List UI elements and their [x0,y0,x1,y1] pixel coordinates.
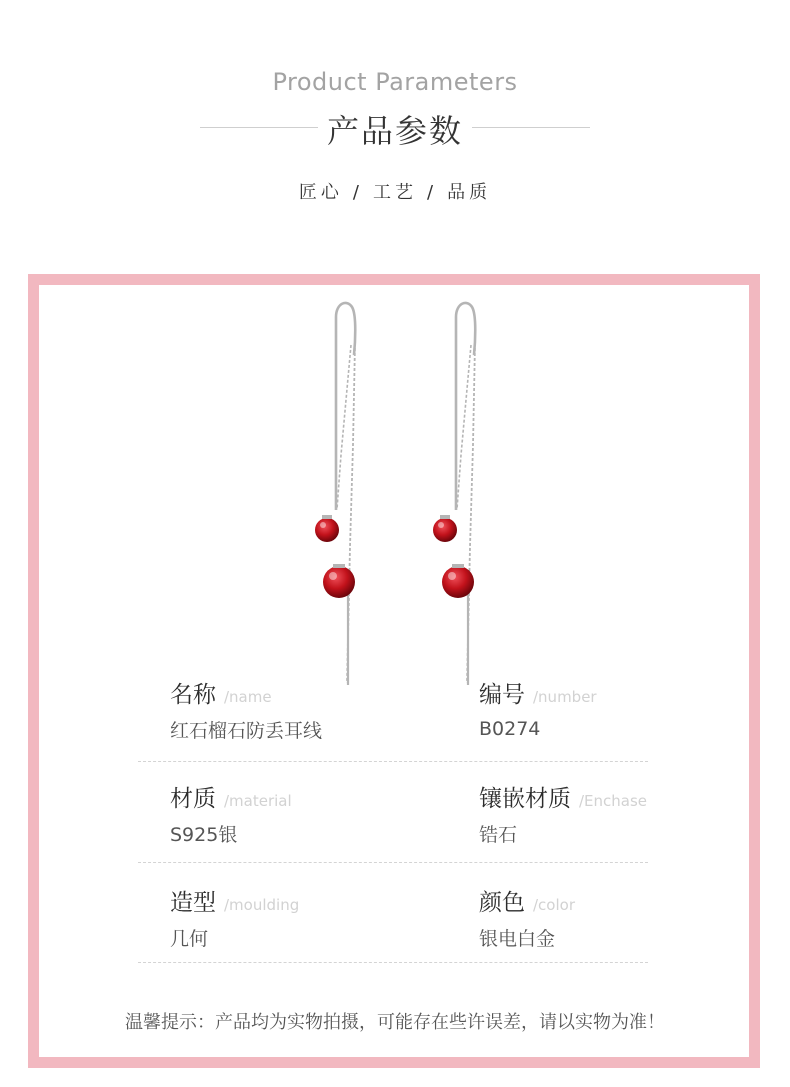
tagline-item-1: 匠心 [298,182,343,203]
right-earring-large-cap [452,564,464,568]
spec-name-label-en: /name [224,688,272,706]
spec-name-value: 红石榴石防丢耳线 [170,720,323,742]
left-earring-small-bead [315,518,339,542]
frame-content [39,285,749,1057]
spec-enchase-label-cn: 镶嵌材质 [479,786,571,812]
spec-moulding-value: 几何 [170,928,209,950]
spec-enchase-value: 锆石 [479,824,518,846]
right-earring-small-bead [433,518,457,542]
right-earring-beads [433,515,474,598]
right-earring-small-highlight [438,522,444,528]
spec-material-label-cn: 材质 [170,786,216,812]
left-earring-chain-short [337,345,351,509]
spec-color-label-cn: 颜色 [479,890,525,916]
title-english: Product Parameters [272,68,518,96]
spec-name-label-cn: 名称 [170,682,216,708]
spec-color-label-en: /color [533,896,575,914]
spec-divider [138,761,648,762]
title-row [0,104,790,150]
earring-product-image [39,285,749,705]
spec-enchase-label-en: /Enchase [579,792,648,810]
spec-color-value: 银电白金 [479,928,556,950]
spec-number-label [479,676,597,709]
right-earring-large-highlight [448,572,456,580]
spec-name-label [170,676,272,709]
title-chinese: 产品参数 [326,112,463,150]
spec-material-label [170,780,292,813]
right-earring-small-cap [440,515,450,519]
tagline [0,178,790,204]
spec-divider [138,962,648,963]
left-earring-small-highlight [320,522,326,528]
spec-material-value: S925银 [170,824,238,846]
spec-enchase-label [479,780,647,813]
title-divider-right [472,127,590,128]
right-earring [456,303,475,685]
right-earring-chain-short [457,345,471,509]
tagline-separator: / [352,182,363,203]
left-earring [336,303,355,685]
spec-number-label-cn: 编号 [479,682,525,708]
spec-moulding-label-cn: 造型 [170,890,216,916]
left-earring-large-bead [323,566,355,598]
left-earring-large-highlight [329,572,337,580]
spec-material-label-en: /material [224,792,292,810]
left-earring-large-cap [333,564,345,568]
disclaimer-notice: 温馨提示：产品均为实物拍摄，可能存在些许误差，请以实物为准！ [125,1012,665,1033]
spec-number-label-en: /number [533,688,597,706]
left-earring-small-cap [322,515,332,519]
tagline-separator: / [427,182,438,203]
spec-moulding-label-en: /moulding [224,896,300,914]
tagline-item-2: 工艺 [373,182,417,203]
spec-number-value: B0274 [479,718,541,740]
right-earring-large-bead [442,566,474,598]
tagline-item-3: 品质 [447,182,492,203]
left-earring-beads [315,515,355,598]
spec-divider [138,862,648,863]
spec-color-label [479,884,575,917]
spec-moulding-label [170,884,299,917]
pink-frame [28,274,760,1068]
